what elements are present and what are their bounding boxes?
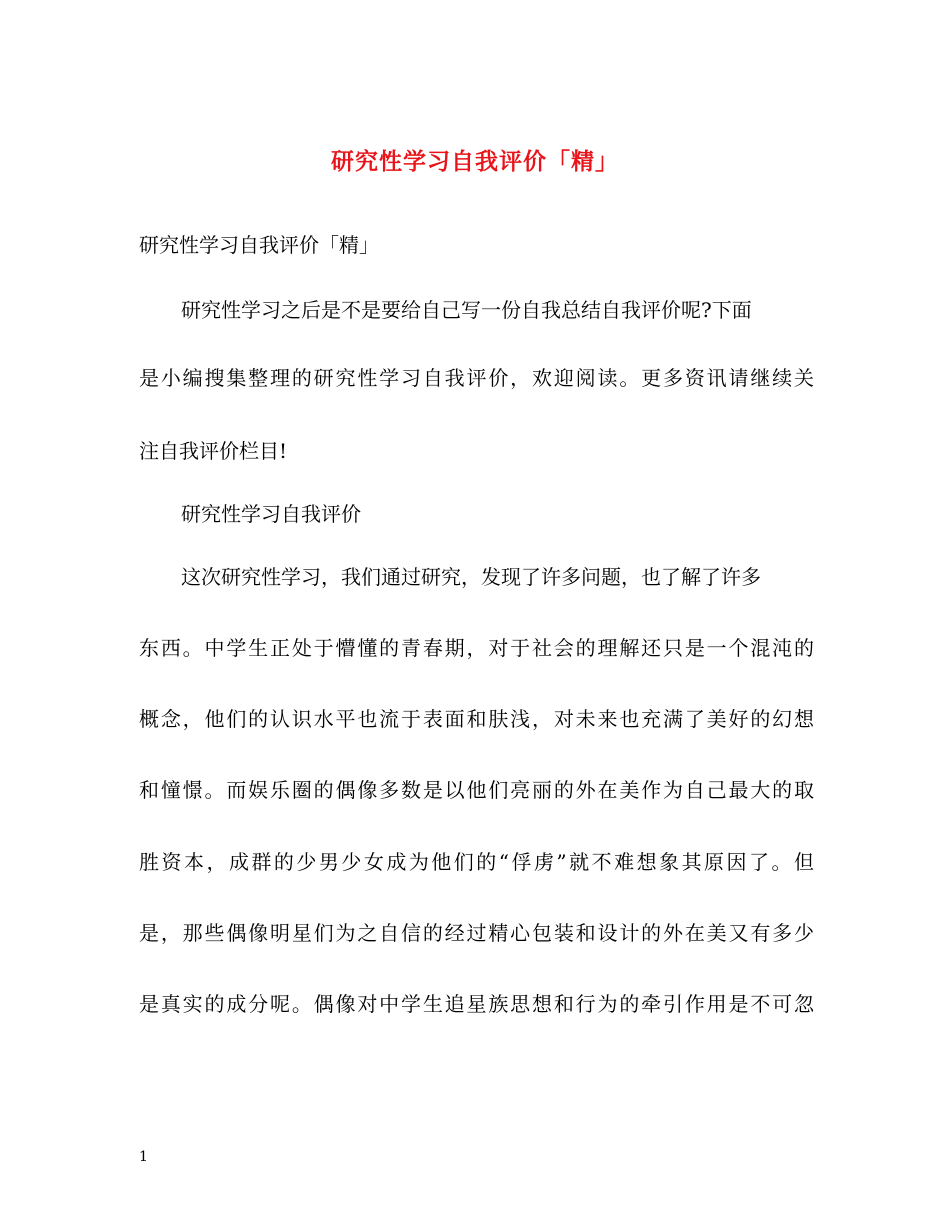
section-heading: 研究性学习自我评价 bbox=[181, 502, 361, 526]
paragraph-line: 研究性学习之后是不是要给自己写一份自我总结自我评价呢?下面 bbox=[181, 298, 752, 322]
paragraph-line: 是小编搜集整理的研究性学习自我评价，欢迎阅读。更多资讯请继续关 bbox=[139, 366, 814, 390]
document-subtitle: 研究性学习自我评价「精」 bbox=[139, 233, 379, 257]
document-title: 研究性学习自我评价「精」 bbox=[331, 148, 619, 175]
paragraph-line: 是真实的成分呢。偶像对中学生追星族思想和行为的牵引作用是不可忽 bbox=[139, 992, 814, 1016]
paragraph-line: 胜资本，成群的少男少女成为他们的“俘虏”就不难想象其原因了。但 bbox=[139, 850, 814, 874]
paragraph-line: 注自我评价栏目! bbox=[139, 439, 288, 463]
page-number: 1 bbox=[139, 1149, 148, 1165]
paragraph-line: 和憧憬。而娱乐圈的偶像多数是以他们亮丽的外在美作为自己最大的取 bbox=[139, 778, 814, 802]
paragraph-line: 东西。中学生正处于懵懂的青春期，对于社会的理解还只是一个混沌的 bbox=[139, 636, 814, 660]
paragraph-line: 这次研究性学习，我们通过研究，发现了许多问题，也了解了许多 bbox=[181, 565, 761, 589]
paragraph-line: 概念，他们的认识水平也流于表面和肤浅，对未来也充满了美好的幻想 bbox=[139, 707, 814, 731]
paragraph-line: 是，那些偶像明星们为之自信的经过精心包装和设计的外在美又有多少 bbox=[139, 921, 814, 945]
